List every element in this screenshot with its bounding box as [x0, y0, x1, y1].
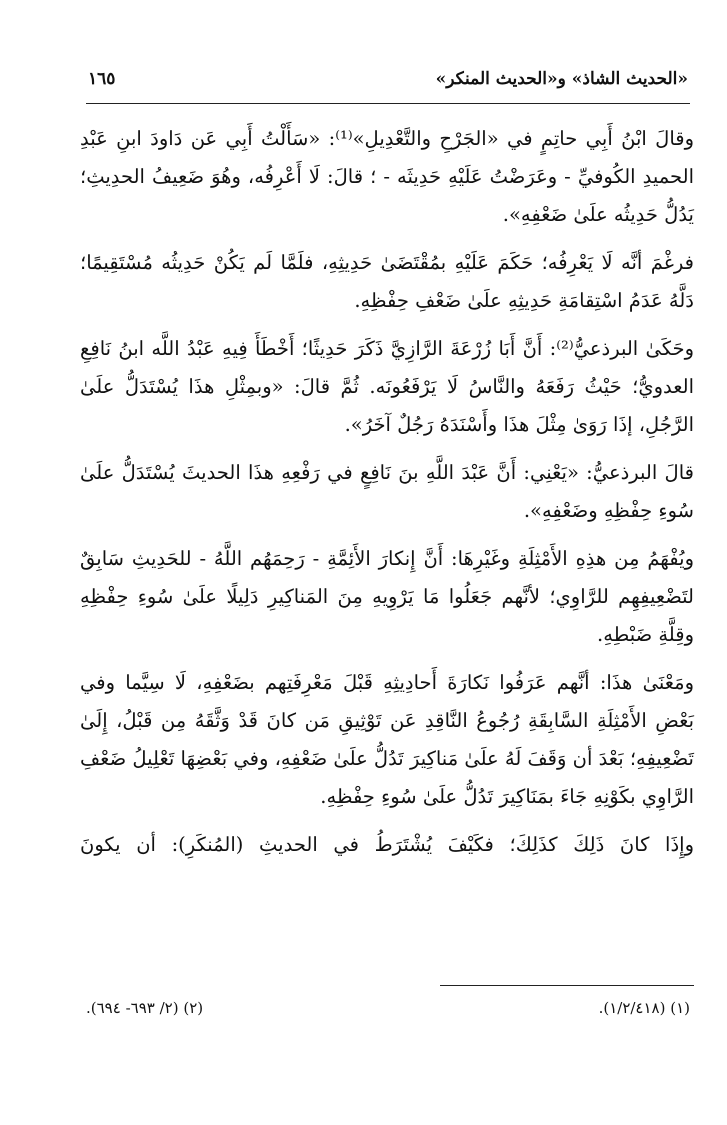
paragraph: وإِذَا كانَ ذَلِكَ كذَلِكَ؛ فكَيْفَ يُشْتَرَطُ في الحديثِ (المُنكَرِ): أن يكونَ — [80, 833, 694, 856]
paragraph: وحَكَىٰ البرذعيُّ⁽²⁾: أَنَّ أَبَا زُرْعَةَ الرَّازِيَّ ذَكَرَ حَدِيثًا؛ أَخْطَأَ فِيهِ عَبْدُ اللَّه ابنُ نَافِعِ العدويُّ؛ حَيْثُ رَفَعَهُ والنَّاسُ لَا يَرْفَعُونَه. ثُمَّ قالَ: «وبمِثْلِ هذَا يُسْتَدَلُّ علَىٰ الرَّجُلِ، إذَا رَوَىٰ مِثْلَ هذَا وأَسْنَدَهُ رَجُلٌ آخَرُ». — [80, 337, 694, 436]
paragraph: ومَعْنَىٰ هذَا: أنَّهم عَرَفُوا نَكارَةَ أَحادِيثِهِ قَبْلَ مَعْرِفَتِهم بضَعْفِهِ، لَا سِيَّما وفي بَعْضِ الأَمْثِلَةِ السَّابِقَةِ رُجُوعُ النَّاقِدِ عَن تَوْثِيقِ مَن كانَ قَدْ وَثَّقَهُ مِن قَبْلُ، إِلَىٰ تَضْعِيفِهِ؛ بَعْدَ أن وَقَفَ لَهُ علَىٰ مَناكِيرَ تَدُلُّ علَىٰ ضَعْفِهِ، وفي بَعْضِهَا تَعْلِيلُ ضَعْفِ الرَّاوِي بكَوْنِهِ جَاءَ بمَنَاكِيرَ تَدُلُّ علَىٰ سُوءِ حِفْظِهِ. — [80, 671, 694, 808]
footnotes — [86, 996, 690, 1020]
page-number: ١٦٥ — [88, 69, 116, 89]
footnote-2: (٢) (٢/ ٦٩٣- ٦٩٤). — [86, 999, 204, 1017]
paragraph: فرغْمَ أنَّه لَا يَعْرِفُه؛ حَكَمَ عَلَيْهِ بمُقْتَضَىٰ حَدِيثِهِ، فلَمَّا لَم يَكُنْ حَدِيثُه مُسْتَقِيمًا؛ دَلَّهُ عَدَمُ اسْتِقامَةِ حَدِيثِهِ علَىٰ ضَعْفِ حِفْظِهِ. — [80, 251, 694, 312]
footnote-1: (١) (١/٢/٤١٨). — [598, 999, 690, 1017]
header-divider — [86, 103, 690, 104]
running-title: «الحديث الشاذ» و«الحديث المنكر» — [435, 69, 688, 89]
paragraph: ويُفْهَمُ مِن هذِهِ الأَمْثِلَةِ وغَيْرِهَا: أَنَّ إِنكارَ الأَئِمَّةِ - رَحِمَهُم اللَّهُ - للحَدِيثِ سَابِقٌ لتَضْعِيفِهِم للرَّاوِي؛ لأنَّهم جَعَلُوا مَا يَرْوِيهِ مِنَ المَناكِيرِ دَلِيلًا علَىٰ سُوءِ حِفْظِهِ وقِلَّةِ ضَبْطِهِ. — [80, 547, 694, 646]
paragraph: قالَ البرذعيُّ: «يَعْنِي: أَنَّ عَبْدَ اللَّهِ بنَ نَافِعٍ في رَفْعِهِ هذَا الحديثَ يُسْتَدَلُّ علَىٰ سُوءِ حِفْظِهِ وضَعْفِهِ». — [80, 461, 694, 522]
main-text — [80, 120, 694, 874]
footnote-divider — [440, 985, 694, 986]
paragraph: وقالَ ابْنُ أَبِي حاتِمٍ في «الجَرْحِ والتَّعْدِيلِ»⁽¹⁾: «سَأَلْتُ أَبِي عَن دَاودَ ابنِ عَبْدِ الحميدِ الكُوفيِّ - وعَرَضْتُ عَلَيْهِ حَدِيثَه - ؛ قالَ: لَا أَعْرِفُه، وهُوَ ضَعِيفُ الحدِيثِ؛ يَدُلُّ حَدِيثُه علَىٰ ضَعْفِهِ». — [80, 127, 694, 226]
page-header — [88, 64, 688, 94]
